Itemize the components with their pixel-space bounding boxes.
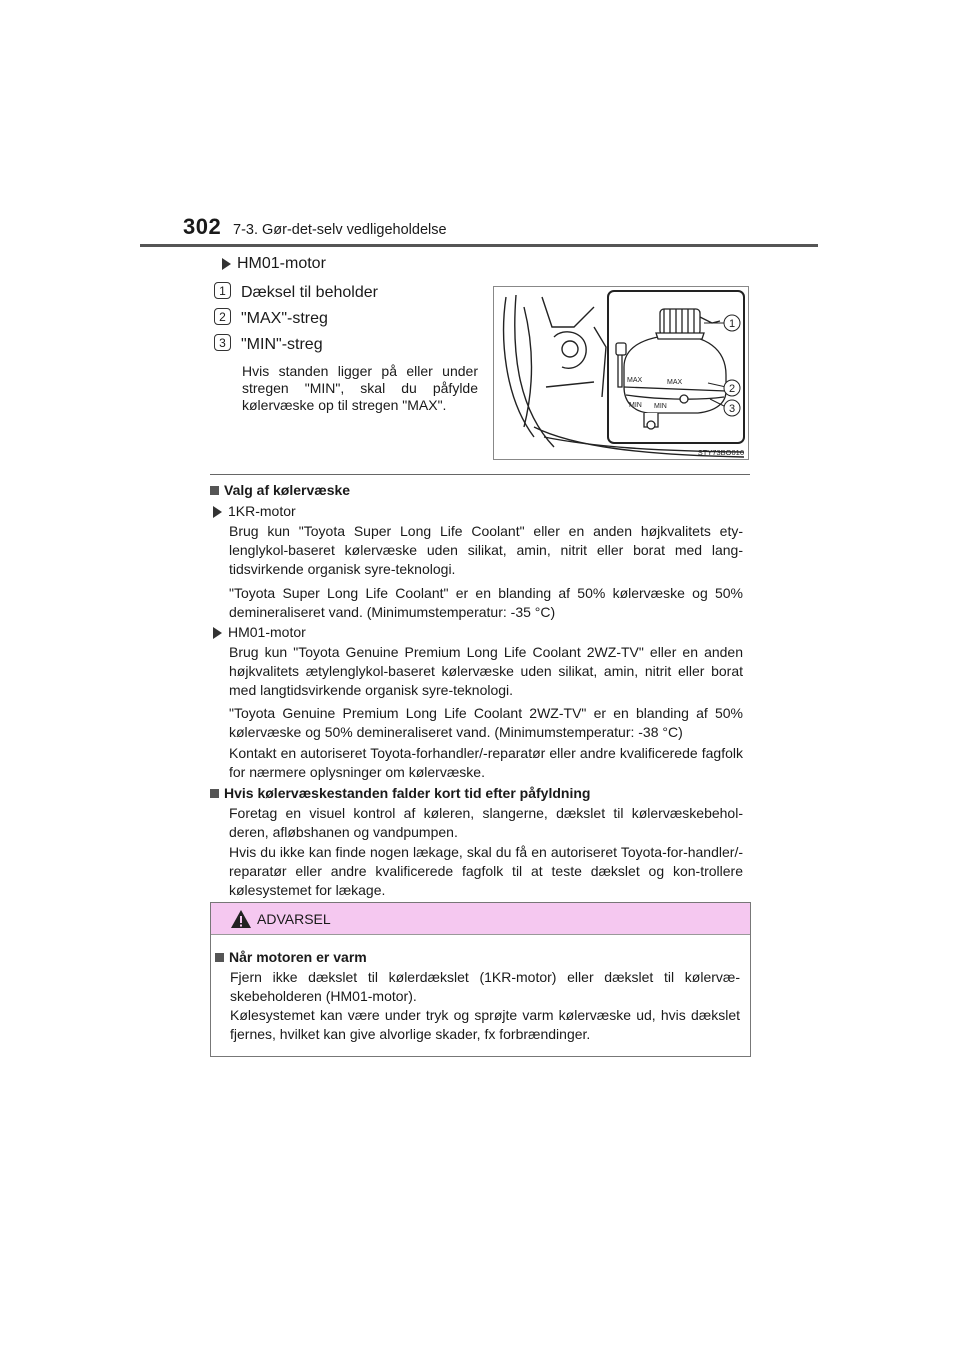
min-mark-right: MIN	[654, 403, 667, 410]
hm-engine-label	[213, 624, 306, 640]
max-mark-right: MAX	[667, 379, 683, 386]
figure-code: STY73BO016	[697, 448, 744, 457]
square-bullet-icon	[210, 789, 219, 798]
triangle-bullet-icon	[213, 627, 222, 639]
max-mark-left: MAX	[627, 377, 643, 384]
section-title: 7-3. Gør-det-selv vedligeholdelse	[233, 222, 447, 238]
kr-engine-text: 1KR-motor	[228, 503, 296, 519]
hm-paragraph-1: Brug kun "Toyota Genuine Premium Long Life Coolant 2WZ-TV" eller en anden højkvalitets ætylenglykol-baseret kølervæske uden silikat, amin, nitrit eller borat med langtidsvirkende organisk syre-teknologi.	[229, 644, 743, 698]
drop-paragraph-1: Foretag en visuel kontrol af køleren, slangerne, dækslet til kølervæskebehol-deren, afløbshanen og vandpumpen.	[229, 805, 743, 840]
drop-paragraph-2: Hvis du ikke kan finde nogen lækage, skal du få en autoriseret Toyota-for-handler/-reparatør eller andre kvalificerede fagfolk til at teste dækslet og kon-trollere kølesystemet for lækage.	[229, 844, 743, 898]
kr-engine-label	[213, 503, 296, 519]
coolant-reservoir-figure	[493, 286, 749, 460]
hm01-heading	[222, 255, 326, 273]
header-rule	[140, 244, 818, 247]
legend-label: "MAX"-streg	[241, 310, 328, 327]
warning-subheading	[215, 949, 367, 965]
min-mark-left: MIN	[629, 402, 642, 409]
legend-item-1	[214, 284, 378, 302]
warning-paragraph-2: Kølesystemet kan være under tryk og sprøjte varm kølervæske ud, hvis dækslet fjernes, hvilket kan give alvorlige skader, fx forbrændinger.	[230, 1007, 740, 1042]
number-badge: 2	[214, 308, 231, 325]
legend-item-2	[214, 310, 328, 328]
hm-engine-text: HM01-motor	[228, 624, 306, 640]
legend-label: "MIN"-streg	[241, 336, 323, 353]
level-note: Hvis standen ligger på eller under stregen "MIN", skal du påfylde kølervæske op til stregen "MAX".	[242, 363, 478, 413]
callout-1: 1	[728, 318, 736, 330]
drop-heading-text: Hvis kølervæskestanden falder kort tid efter påfyldning	[224, 785, 591, 801]
callout-2: 2	[728, 383, 736, 395]
triangle-bullet-icon	[213, 506, 222, 518]
section-divider	[210, 474, 750, 475]
warning-header	[211, 903, 750, 935]
warning-triangle-icon	[230, 909, 252, 929]
square-bullet-icon	[215, 953, 224, 962]
hm-paragraph-3: Kontakt en autoriseret Toyota-forhandler/-reparatør eller andre kvalificerede fagfolk for nærmere oplysninger om kølervæske.	[229, 745, 743, 780]
page-number: 302	[183, 214, 222, 239]
coolant-heading	[210, 482, 350, 498]
triangle-bullet-icon	[222, 258, 231, 270]
reservoir-illustration	[494, 287, 748, 459]
warning-title: ADVARSEL	[257, 911, 331, 927]
kr-paragraph-2: "Toyota Super Long Life Coolant" er en blanding af 50% kølervæske og 50% demineraliseret vand. (Minimumstemperatur: -35 °C)	[229, 585, 743, 620]
legend-item-3	[214, 336, 323, 354]
warning-box	[210, 902, 751, 1057]
warning-subheading-text: Når motoren er varm	[229, 949, 367, 965]
hm-paragraph-2: "Toyota Genuine Premium Long Life Coolant 2WZ-TV" er en blanding af 50% kølervæske og 50% demineraliseret vand. (Minimumstemperatur: -38 °C)	[229, 705, 743, 740]
square-bullet-icon	[210, 486, 219, 495]
warning-paragraph-1: Fjern ikke dækslet til kølerdækslet (1KR-motor) eller dækslet til kølervæ-skebeholderen (HM01-motor).	[230, 969, 740, 1004]
drop-heading	[210, 785, 590, 801]
number-badge: 3	[214, 334, 231, 351]
callout-3: 3	[728, 403, 736, 415]
hm01-heading-text: HM01-motor	[237, 255, 326, 272]
coolant-heading-text: Valg af kølervæske	[224, 482, 351, 498]
number-badge: 1	[214, 282, 231, 299]
kr-paragraph-1: Brug kun "Toyota Super Long Life Coolant" eller en anden højkvalitets ety-lenglykol-baseret kølervæske uden silikat, amin, nitrit eller borat med lang-tidsvirkende organisk syre-teknologi.	[229, 523, 743, 577]
legend-label: Dæksel til beholder	[241, 284, 378, 301]
